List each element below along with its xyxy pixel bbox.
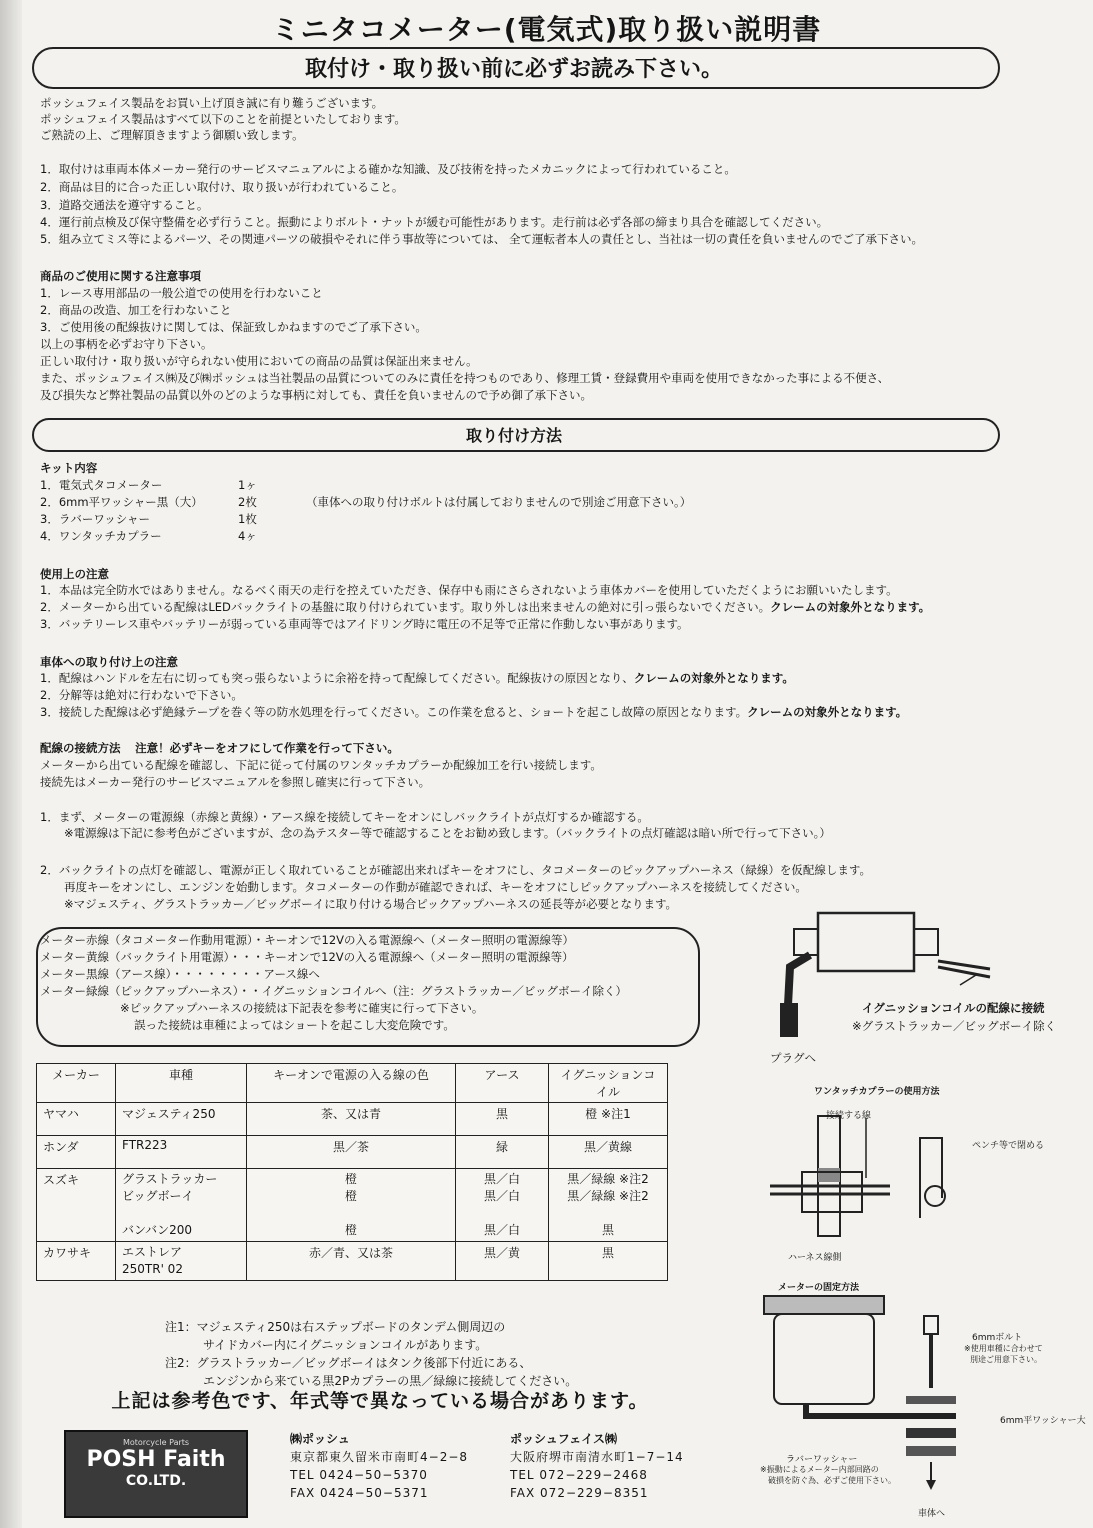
step-note: ※マジェスティ、グラストラッカー／ビッグボーイに取り付ける場合ピックアップハーネスの延長等が必要となります。 bbox=[64, 897, 678, 911]
body-label: 車体へ bbox=[918, 1509, 946, 1519]
maker-cell: カワサキ bbox=[37, 1242, 116, 1281]
power-line: 橙 bbox=[344, 1223, 357, 1237]
wire-item: メーター緑線（ピックアップハーネス）・・イグニッションコイルへ（注：グラストラッカー／ビッグボーイ除く） bbox=[40, 984, 627, 998]
rubber-washer-label: ラバーワッシャー bbox=[786, 1455, 858, 1465]
washer-label: 6mm平ワッシャー大 bbox=[1000, 1416, 1086, 1426]
wiring-intro: メーターから出ている配線を確認し、下記に従って付属のワンタッチカプラーか配線加工を行い接続します。 bbox=[40, 758, 602, 772]
wire-pair bbox=[770, 1186, 890, 1194]
logo-tagline: Motorcycle Parts bbox=[122, 1438, 190, 1447]
model-line: グラストラッカー bbox=[122, 1172, 218, 1186]
mount-item: 1．配線はハンドルを左右に切っても突っ張らないように余裕を持って配線してください。配線抜けの原因となり、クレームの対象外となります。 bbox=[40, 671, 794, 685]
company-address: 東京都東久留米市南町4−2−8 bbox=[290, 1450, 469, 1464]
bolt-label: 6mmボルト bbox=[972, 1333, 1023, 1343]
kit-item: 4．ワンタッチカプラー bbox=[40, 529, 162, 543]
company-fax: FAX 0424−50−5371 bbox=[290, 1486, 429, 1500]
pointer-line bbox=[960, 975, 976, 985]
company-poshfaith bbox=[510, 1430, 684, 1502]
caution-item: 1．本品は完全防水ではありません。なるべく雨天の走行を控えていただき、保存中も雨にさらされないよう車体カバーを使用していただくようにお願いいたします。 bbox=[40, 583, 898, 597]
plug-cap bbox=[780, 1003, 798, 1037]
usage-item: 1．レース専用部品の一般公道での使用を行わないこと bbox=[40, 286, 323, 300]
kit-item: 1．電気式タコメーター bbox=[40, 478, 163, 492]
kit-heading: キット内容 bbox=[40, 461, 98, 475]
model-line: ビッグボーイ bbox=[122, 1189, 194, 1203]
bolt-head bbox=[924, 1316, 938, 1334]
kit-qty: 1枚 bbox=[238, 512, 257, 526]
coil-terminal bbox=[914, 929, 938, 955]
intro-line: ご熟読の上、ご理解頂きますよう御願い致します。 bbox=[40, 128, 304, 142]
plug-label: プラグへ bbox=[770, 1051, 816, 1065]
wiring-intro: 接続先はメーカー発行のサービスマニュアルを参照し確実に行って下さい。 bbox=[40, 775, 431, 789]
logo-co: CO.LTD. bbox=[125, 1473, 187, 1489]
step-item: 再度キーをオンにし、エンジンを始動します。タコメーターの作動が確認できれば、キーをオフにしピックアップハーネスを接続してください。 bbox=[64, 880, 807, 894]
wire-note: 誤った接続は車種によってはショートを起こし大変危険です。 bbox=[134, 1018, 455, 1032]
coil-cell: 橙 ※注1 bbox=[549, 1103, 668, 1136]
wiring-heading: 配線の接続方法 bbox=[40, 741, 121, 755]
company-posh bbox=[290, 1430, 468, 1502]
meter-body bbox=[774, 1314, 874, 1404]
table-row bbox=[37, 1169, 668, 1242]
table-row bbox=[37, 1136, 668, 1169]
bolt-note: 別途ご用意下さい。 bbox=[970, 1355, 1042, 1364]
kit-item: 3．ラバーワッシャー bbox=[40, 512, 151, 526]
wire-item: メーター黒線（アース線）・・・・・・・・アース線へ bbox=[40, 967, 320, 981]
power-cell: 黒／茶 bbox=[247, 1136, 456, 1169]
table-row bbox=[37, 1103, 668, 1136]
bolt-note: ※使用車種に合わせて bbox=[964, 1344, 1043, 1353]
fix-title: メーターの固定方法 bbox=[778, 1283, 860, 1293]
usage-item: また、ポッシュフェイス㈱及び㈱ポッシュは当社製品の品質についてのみに責任を持つものであり、修理工賃・登録費用や車両を使用できなかった事による不便さ、 bbox=[40, 371, 890, 385]
wire-color-table bbox=[36, 1063, 668, 1281]
company-logo bbox=[64, 1430, 248, 1518]
kit-qty: 2枚 bbox=[238, 495, 257, 509]
read-first-text: 取付け・取り扱い前に必ずお読み下さい。 bbox=[304, 57, 723, 82]
step-item: 1．まず、メーターの電源線（赤線と黄線）・アース線を接続してキーをオンにしバックライトが点灯するか確認する。 bbox=[40, 810, 649, 824]
coil-terminal bbox=[794, 929, 818, 955]
usage-item: 正しい取付け・取り扱いが守られない使用においての商品の品質は保証出来ません。 bbox=[40, 354, 478, 368]
page-title: ミニタコメーター(電気式)取り扱い説明書 bbox=[271, 13, 822, 46]
model-line: 250TR' 02 bbox=[122, 1262, 183, 1276]
model-cell: マジェスティ250 bbox=[116, 1103, 247, 1136]
caution-item: 2．メーターから出ている配線はLEDバックライトの基盤に取り付けられています。取り外しは出来ませんの絶対に引っ張らないでください。クレームの対象外となります。 bbox=[40, 600, 931, 614]
caution-heading: 使用上の注意 bbox=[40, 567, 109, 581]
maker-cell: ヤマハ bbox=[37, 1103, 116, 1136]
table-note: エンジンから来ている黒2Pカプラーの黒／緑線に接続してください。 bbox=[203, 1374, 578, 1388]
premise-item: 1．取付けは車両本体メーカー発行のサービスマニュアルによる確かな知識、及び技術を持ったメカニックによって行われていること。 bbox=[40, 162, 736, 176]
earth-line: 黒／白 bbox=[483, 1189, 520, 1203]
power-cell: 茶、又は青 bbox=[247, 1103, 456, 1136]
pliers-label: ペンチ等で閉める bbox=[972, 1141, 1045, 1151]
model-cell bbox=[116, 1242, 247, 1281]
meter-bezel bbox=[764, 1296, 884, 1314]
power-line: 橙 bbox=[344, 1172, 357, 1186]
arrow-head bbox=[926, 1480, 936, 1490]
coil-cell: 黒 bbox=[549, 1242, 668, 1281]
maker-cell: スズキ bbox=[37, 1169, 116, 1242]
wire-item: メーター黄線（バックライト用電源）・・・キーオンで12Vの入る電源線へ（メーター照明の電源線等） bbox=[40, 950, 574, 964]
plug-cord bbox=[788, 955, 810, 1005]
usage-item: 3．ご使用後の配線抜けに関しては、保証致しかねますのでご了承下さい。 bbox=[40, 320, 427, 334]
claim-note: クレームの対象外となります。 bbox=[770, 600, 931, 614]
power-line: 橙 bbox=[344, 1189, 357, 1203]
company-fax: FAX 072−229−8351 bbox=[510, 1486, 649, 1500]
model-cell: FTR223 bbox=[116, 1136, 247, 1169]
logo-brand: POSH Faith bbox=[86, 1447, 226, 1472]
usage-heading: 商品のご使用に関する注意事項 bbox=[40, 269, 201, 283]
power-cell: 赤／青、又は茶 bbox=[247, 1242, 456, 1281]
reference-color-note: 上記は参考色です、年式等で異なっている場合があります。 bbox=[111, 1390, 649, 1412]
coupler-diagram bbox=[770, 1098, 1010, 1258]
kit-qty: 1ヶ bbox=[238, 478, 257, 492]
kit-qty: 4ヶ bbox=[238, 529, 257, 543]
rubber-note: 破損を防ぐ為、必ずご使用下さい。 bbox=[768, 1476, 896, 1485]
mount-item: 2．分解等は絶対に行わないで下さい。 bbox=[40, 688, 243, 702]
claim-note: クレームの対象外となります。 bbox=[633, 671, 794, 685]
model-line: バンバン200 bbox=[122, 1223, 193, 1237]
earth-line: 黒／白 bbox=[483, 1172, 520, 1186]
mount-item: 3．接続した配線は必ず絶縁テープを巻く等の防水処理を行ってください。この作業を怠ると、ショートを起こし故障の原因となります。クレームの対象外となります。 bbox=[40, 705, 908, 719]
coil-cell: 黒／黄線 bbox=[549, 1136, 668, 1169]
earth-cell bbox=[456, 1169, 549, 1242]
company-tel: TEL 0424−50−5370 bbox=[290, 1468, 428, 1482]
intro-line: ポッシュフェイス製品をお買い上げ頂き誠に有り難うございます。 bbox=[40, 96, 384, 110]
company-tel: TEL 072−229−2468 bbox=[510, 1468, 648, 1482]
premise-item: 3．道路交通法を遵守すること。 bbox=[40, 198, 209, 212]
coil-body bbox=[818, 913, 914, 971]
table-note: 注1：マジェスティ250は右ステップボードのタンデム側周辺の bbox=[165, 1320, 506, 1334]
rubber-note: ※振動によるメーター内部回路の bbox=[760, 1465, 879, 1474]
column-header: アース bbox=[456, 1064, 549, 1103]
wire-note: ※ピックアップハーネスの接続は下記表を参考に確実に行って下さい。 bbox=[120, 1001, 484, 1015]
power-cell bbox=[247, 1169, 456, 1242]
usage-item: 以上の事柄を必ずお守り下さい。 bbox=[40, 337, 213, 351]
coil-wires bbox=[938, 961, 990, 977]
table-note: 注2：グラストラッカー／ビッグボーイはタンク後部下付近にある、 bbox=[165, 1356, 532, 1370]
usage-item: 及び損失など弊社製品の品質以外のどのような事柄に対しても、責任を負いませんので予め御了承下さい。 bbox=[40, 388, 592, 402]
wire-item: メーター赤線（タコメーター作動用電源）・キーオンで12Vの入る電源線へ（メーター照明の電源線等） bbox=[40, 933, 575, 947]
meter-stay bbox=[806, 1404, 956, 1416]
table-header-row bbox=[37, 1064, 668, 1103]
coil-label: イグニッションコイルの配線に接続 bbox=[862, 1001, 1045, 1015]
company-name: ポッシュフェイス㈱ bbox=[510, 1432, 618, 1446]
coil-note: ※グラストラッカー／ビッグボーイ除く bbox=[852, 1019, 1057, 1033]
step-item: 2．バックライトの点灯を確認し、電源が正しく取れていることが確認出来ればキーをオフにし、タコメーターのピックアップハーネス（緑線）を仮配線します。 bbox=[40, 863, 871, 877]
earth-cell: 黒／黄 bbox=[456, 1242, 549, 1281]
column-header: メーカー bbox=[37, 1064, 116, 1103]
wiring-warning: 注意！必ずキーをオフにして作業を行って下さい。 bbox=[135, 741, 399, 755]
model-cell bbox=[116, 1169, 247, 1242]
rubber-washer bbox=[906, 1428, 956, 1438]
flat-washer bbox=[906, 1446, 956, 1456]
company-address: 大阪府堺市南清水町1−7−14 bbox=[510, 1450, 684, 1464]
usage-item: 2．商品の改造、加工を行わないこと bbox=[40, 303, 232, 317]
model-line: エストレア bbox=[122, 1245, 183, 1259]
step-note: ※電源線は下記に参考色がございますが、念の為テスター等で確認することをお勧め致します。（バックライトの点灯確認は暗い所で行って下さい。） bbox=[64, 826, 831, 840]
table-note: サイドカバー内にイグニッションコイルがあります。 bbox=[203, 1338, 488, 1352]
column-header: 車種 bbox=[116, 1064, 247, 1103]
ignition-coil-diagram bbox=[760, 905, 1080, 1065]
connect-wire-label: 接続する線 bbox=[826, 1111, 872, 1121]
coupler-band bbox=[818, 1168, 840, 1182]
table-row bbox=[37, 1242, 668, 1281]
claim-note: クレームの対象外となります。 bbox=[747, 705, 908, 719]
kit-item: 2．6mm平ワッシャー黒（大） bbox=[40, 495, 203, 509]
column-header: キーオンで電源の入る線の色 bbox=[247, 1064, 456, 1103]
earth-cell: 黒 bbox=[456, 1103, 549, 1136]
premise-item: 5．組み立てミス等によるパーツ、その関連パーツの破損やそれに伴う事故等については、 全て運転者本人の責任とし、当社は一切の責任を負いませんのでご了承下さい。 bbox=[40, 232, 924, 246]
earth-cell: 緑 bbox=[456, 1136, 549, 1169]
harness-side-label: ハーネス線側 bbox=[788, 1253, 842, 1263]
kit-note: （車体への取り付けボルトは付属しておりませんので別途ご用意下さい。） bbox=[306, 495, 692, 509]
coil-line: 黒／緑線 ※注2 bbox=[567, 1189, 649, 1203]
install-banner-text: 取り付け方法 bbox=[465, 426, 562, 445]
coil-line: 黒／緑線 ※注2 bbox=[567, 1172, 649, 1186]
coil-line: 黒 bbox=[601, 1223, 614, 1237]
company-name: ㈱ポッシュ bbox=[290, 1432, 350, 1446]
premise-item: 4．運行前点検及び保守整備を必ず行うこと。振動によりボルト・ナットが緩む可能性があります。走行前は必ず各部の締まり具合を確認してください。 bbox=[40, 215, 829, 229]
scan-edge bbox=[0, 0, 22, 1528]
wiring-heading-row bbox=[40, 741, 399, 756]
earth-line: 黒／白 bbox=[483, 1223, 520, 1237]
caution-item: 3．バッテリーレス車やバッテリーが弱っている車両等ではアイドリング時に電圧の不足等で正常に作動しない事があります。 bbox=[40, 617, 689, 631]
premise-item: 2．商品は目的に合った正しい取付け、取り扱いが行われていること。 bbox=[40, 180, 404, 194]
column-header: イグニッションコイル bbox=[549, 1064, 668, 1103]
maker-cell: ホンダ bbox=[37, 1136, 116, 1169]
coupler-title: ワンタッチカプラーの使用方法 bbox=[814, 1087, 940, 1097]
flat-washer bbox=[906, 1396, 956, 1404]
mount-heading: 車体への取り付け上の注意 bbox=[40, 655, 178, 669]
intro-line: ポッシュフェイス製品はすべて以下のことを前提といたしております。 bbox=[40, 112, 406, 126]
coil-cell bbox=[549, 1169, 668, 1242]
